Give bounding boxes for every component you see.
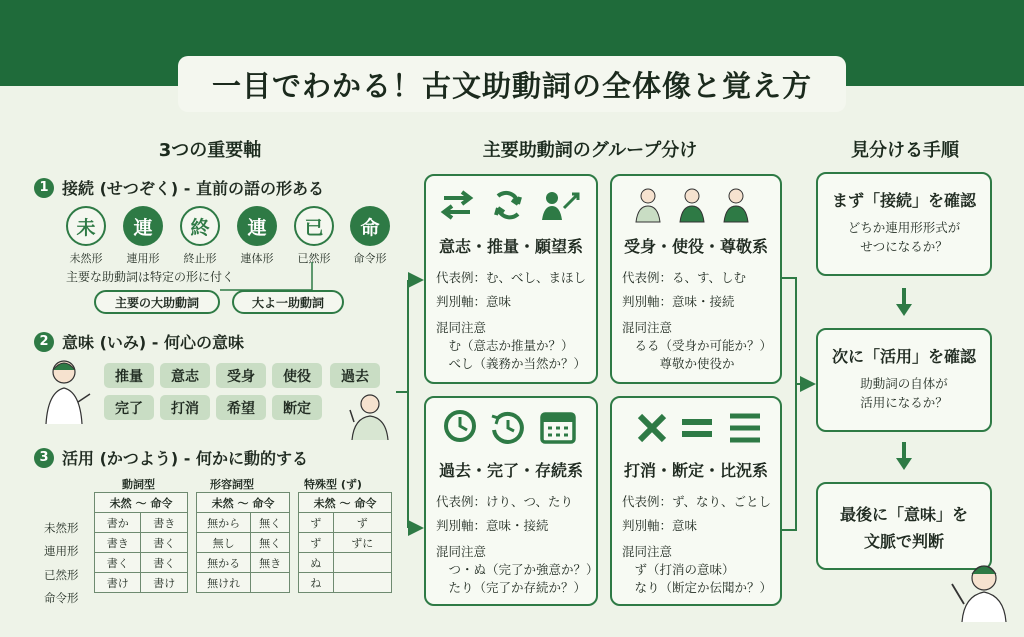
down-arrow-icon [894,288,914,318]
people-icon [542,192,578,220]
group-line: なり（断定か伝聞か？） [622,580,773,595]
group-card-passive [610,174,782,384]
group-line: 混同注意 [436,320,487,335]
table-cell: 書け [141,573,188,593]
step-desc-line: どちか連用形形式が [847,220,961,235]
meaning-tag-dantei: 断定 [272,395,322,420]
step-card-3 [816,482,992,570]
step-title: まず「接続」を確認 [831,191,976,210]
type-label-adj: 形容詞型 [210,478,254,491]
form-label-izen: 已然形 [297,252,331,265]
table-cell: ぬ [299,553,334,573]
column-title-middle: 主要助動詞のグループ分け [482,140,698,161]
group-icons-past [442,408,592,448]
table-cell: 無く [251,533,290,553]
pill-main-aux: 主要の大助動詞 [94,290,220,314]
form-label-shushi: 終止形 [183,252,217,265]
table-cell: ね [299,573,334,593]
table-cell: 書か [95,513,141,533]
group-icons-volition [440,188,590,224]
axis1-note: 主要な助動詞は特定の形に付く [66,270,235,284]
table-cell: 書く [141,553,188,573]
recycle-icon [496,193,520,217]
group-title: 打消・断定・比況系 [623,461,768,480]
history-icon [492,414,522,442]
page-title: 一目でわかる！古文助動詞の全体像と覚え方 [178,56,846,112]
group-line: 代表例：む、べし、まほし [436,270,587,285]
group-title: 受身・使役・尊敬系 [623,237,768,256]
step-desc-line: せつになるか？ [860,238,948,254]
equals-icon [682,422,712,434]
column-title-right: 見分ける手順 [851,140,959,161]
type-label-special: 特殊型 (ず) [304,478,362,491]
axis2-heading-text: 意味 (いみ) - 何心の意味 [62,333,244,352]
axis1-heading-text: 接続 (せつぞく) - 直前の語の形ある [62,179,324,198]
step-desc-line: 活用になるか？ [860,394,948,410]
form-label-renyo: 連用形 [126,252,160,265]
table-cell: 無けれ [197,573,251,593]
group-line: 代表例：る、す、しむ [622,270,747,285]
group-line: 混同注意 [436,544,487,559]
form-label-mizen: 未然形 [69,252,103,265]
step-desc [818,375,990,413]
table-cell: 無く [251,513,290,533]
group-card-volition [424,174,598,384]
column-title-left: 3つの重要軸 [158,140,262,161]
meaning-tag-kibo: 希望 [216,395,266,420]
group-line: 代表例：けり、つ、たり [436,494,574,509]
group-line: たり（完了か存続か？） [436,580,587,595]
step-card-2 [816,328,992,432]
cross-icon [640,416,664,440]
form-circle-shushi: 終 [180,206,220,246]
form-label-meirei: 命令形 [353,252,387,265]
group-line: む（意志か推量か？） [436,338,574,353]
step-title-line1: 最後に「意味」を [839,505,968,524]
table-cell: ず [299,533,334,553]
special-range-header: 未然 ～ 命令 [299,493,392,513]
group-line: ず（打消の意味） [622,562,735,577]
adj-range-header: 未然 ～ 命令 [197,493,290,513]
group-line: 混同注意 [622,544,673,559]
meaning-tag-suiryo: 推量 [104,363,154,388]
form-circle-rentai: 連 [237,206,277,246]
axis3-heading-text: 活用 (かつよう) - 何かに動的する [62,449,308,468]
form-circle-renyo: 連 [123,206,163,246]
group-line: 判別軸：意味・接続 [436,518,549,533]
row-label-izen: 已然形 [44,568,79,582]
meaning-tag-kako: 過去 [330,363,380,388]
table-cell: 書く [95,553,141,573]
pill-minor-aux: 大よ一助動詞 [232,290,344,314]
step-title-line2: 文脈で判断 [863,532,944,551]
group-line: 判別軸：意味・接続 [622,294,735,309]
meaning-tag-shieki: 使役 [272,363,322,388]
table-cell: 無から [197,513,251,533]
group-title: 過去・完了・存続系 [438,461,583,480]
axis1-number: 1 [34,178,54,198]
group-line: 混同注意 [622,320,673,335]
group-line: 判別軸：意味 [622,518,698,533]
meaning-tag-uchikeshi: 打消 [160,395,210,420]
meaning-tag-kanryo: 完了 [104,395,154,420]
form-circle-izen: 已 [294,206,334,246]
person-icon [636,189,748,222]
group-line: べし（義務か当然か？） [436,356,587,371]
table-cell: 無き [251,553,290,573]
form-label-rentai: 連体形 [240,252,274,265]
row-label-meirei: 命令形 [44,591,79,605]
group-line: 尊敬か使役か [622,356,735,371]
step-desc-line: 助動詞の自体が [860,376,948,391]
triple-bar-icon [730,416,760,440]
group-title: 意志・推量・願望系 [438,237,583,256]
meaning-tag-ukemi: 受身 [216,363,266,388]
arrows-icon [444,192,470,218]
table-cell: ず [299,513,334,533]
row-label-mizen: 未然形 [44,521,79,535]
table-cell: 書き [95,533,141,553]
down-arrow-icon [894,442,914,472]
step-title: 次に「活用」を確認 [831,347,976,366]
verb-range-header: 未然 ～ 命令 [95,493,188,513]
group-icons-passive [630,184,770,224]
meaning-tag-ishi: 意志 [160,363,210,388]
pointing-student-illustration [944,560,1014,622]
axis3-number: 3 [34,448,54,468]
table-cell: 書く [141,533,188,553]
row-label-renyo: 連用形 [44,544,79,558]
group-line: つ・ぬ（完了か強意か？） [436,562,599,577]
table-cell: ず [333,513,391,533]
group-card-negation [610,396,782,606]
group-line: るる（受身か可能か？） [622,338,773,353]
clock-icon [446,412,474,440]
table-cell: 無し [197,533,251,553]
axis2-number: 2 [34,332,54,352]
table-cell: 書け [95,573,141,593]
step-desc [818,219,990,257]
group-line: 判別軸：意味 [436,294,512,309]
table-cell: 無かる [197,553,251,573]
form-circle-mizen: 未 [66,206,106,246]
group-line: 代表例：ず、なり、ごとし [622,494,772,509]
table-cell: ずに [333,533,391,553]
calendar-icon [542,414,574,442]
group-card-past [424,396,598,606]
form-circle-meirei: 命 [350,206,390,246]
group-icons-negation [634,410,774,450]
table-cell: 書き [141,513,188,533]
step-card-1 [816,172,992,276]
type-label-verb: 動詞型 [122,478,155,491]
